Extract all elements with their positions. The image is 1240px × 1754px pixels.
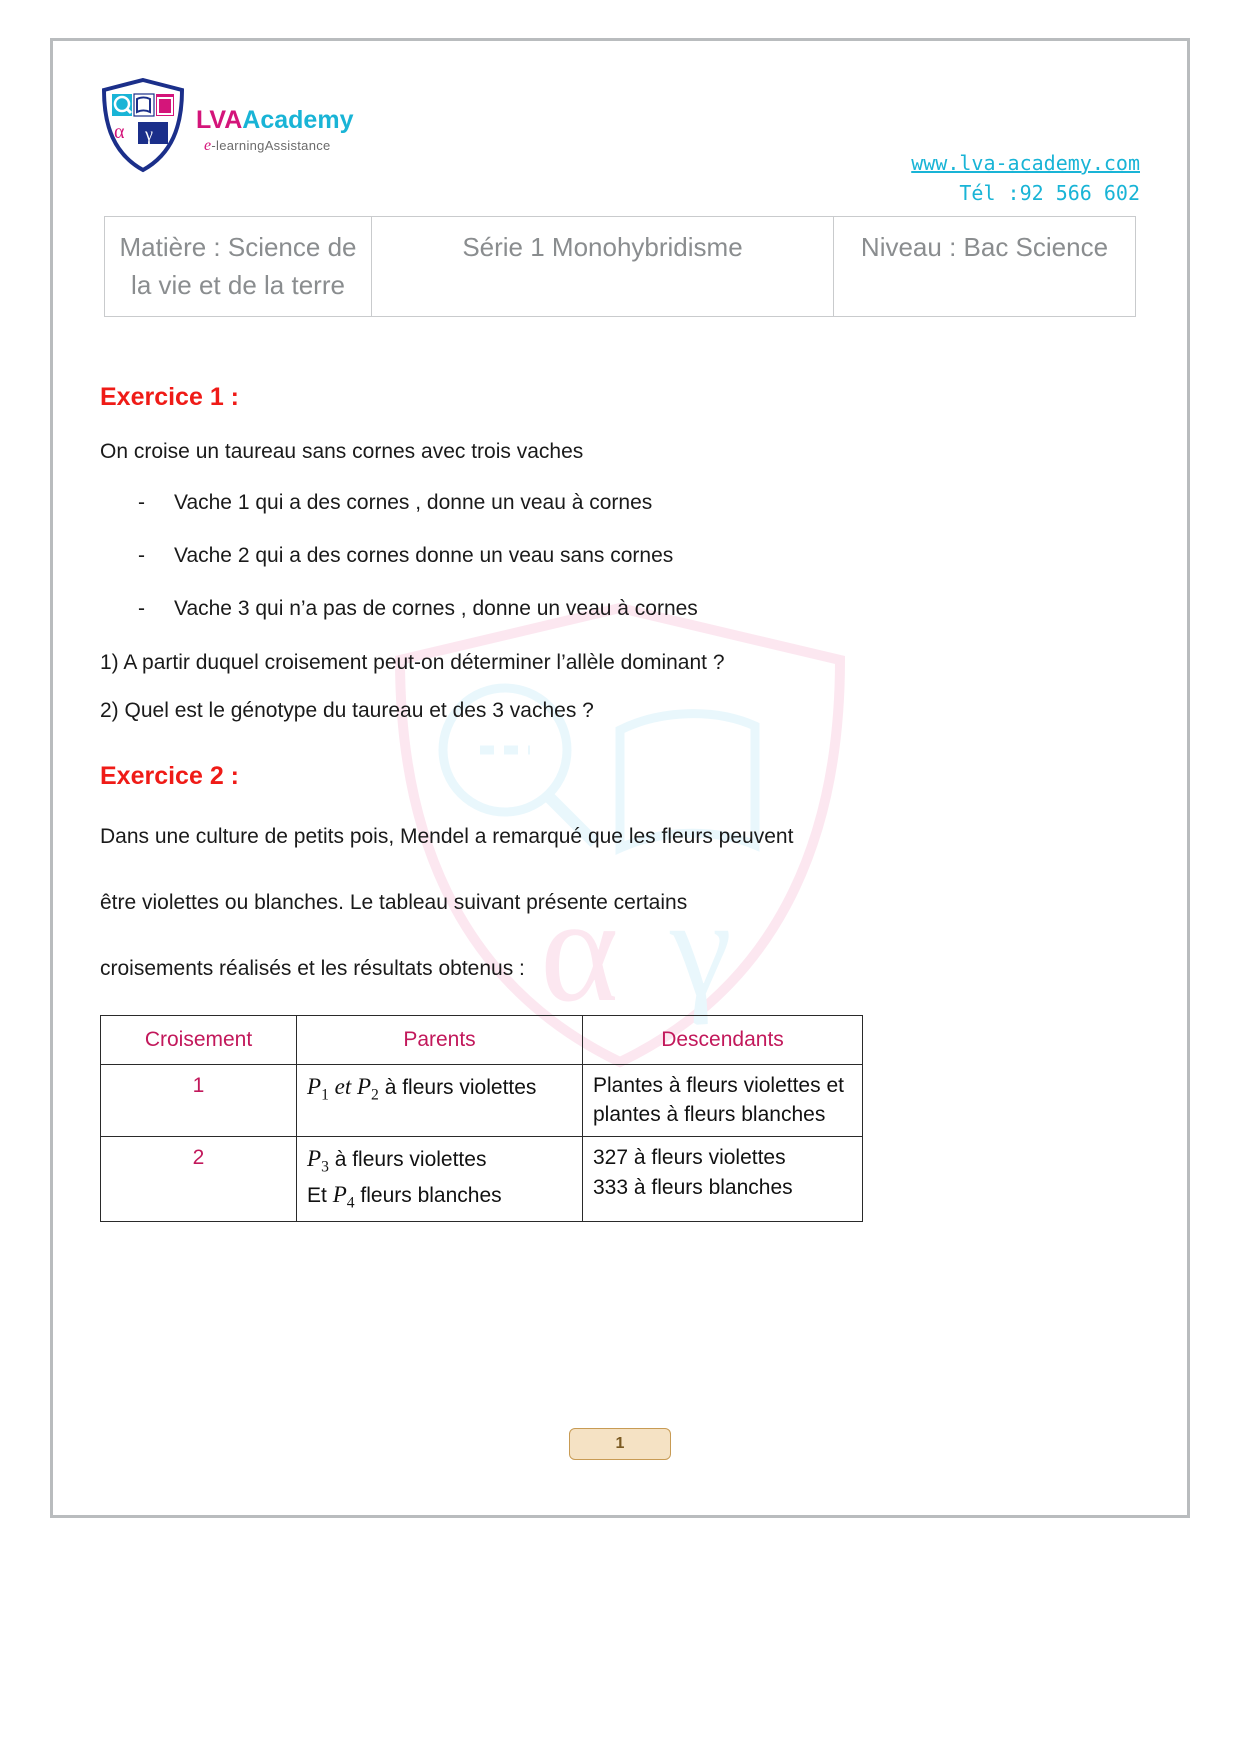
- table-row: [101, 1064, 863, 1137]
- cell-parents-2-text2: fleurs blanches: [354, 1183, 502, 1207]
- cell-parents-2: [297, 1137, 583, 1222]
- cell-parents-2-text: à fleurs violettes: [328, 1148, 487, 1172]
- parent-symbol-p2: $P_2$: [356, 1073, 379, 1104]
- phone-number: Tél :92 566 602: [959, 181, 1140, 205]
- exercise2-title: Exercice 2 :: [100, 762, 239, 791]
- parent-symbol-p1: $P_1$: [307, 1073, 329, 1104]
- brand-title-academy: Academy: [242, 106, 354, 134]
- list-item: - Vache 2 qui a des cornes donne un veau sans cornes: [100, 543, 1140, 569]
- document-body: [90, 383, 1150, 1221]
- list-item: - Vache 3 qui n’a pas de cornes , donne un veau à cornes: [100, 596, 1140, 622]
- table-row: [105, 217, 1136, 317]
- crossings-results-table: [100, 1015, 863, 1222]
- document-header: [90, 58, 1150, 205]
- cell-parents-1: [297, 1064, 583, 1137]
- exercise2-intro-line1: Dans une culture de petits pois, Mendel a remarqué que les fleurs peuvent: [100, 825, 794, 849]
- exercise1-bullet-list: [100, 490, 1140, 623]
- list-item: - Vache 1 qui a des cornes , donne un veau à cornes: [100, 490, 1140, 516]
- svg-text:α: α: [540, 867, 619, 1033]
- page-footer: [50, 1428, 1190, 1460]
- info-level: Niveau : Bac Science: [834, 217, 1136, 317]
- page-number-badge: 1: [569, 1428, 671, 1460]
- exercise2-intro-line2: être violettes ou blanches. Le tableau suivant présente certains: [100, 890, 688, 914]
- column-header-descendants: Descendants: [583, 1015, 863, 1064]
- cell-croisement-2: 2: [101, 1137, 297, 1222]
- cell-descendants-1: Plantes à fleurs violettes et plantes à fleurs blanches: [583, 1064, 863, 1137]
- table-header-row: [101, 1015, 863, 1064]
- cell-parents-2-line2: [307, 1179, 572, 1215]
- brand-title: [196, 108, 353, 133]
- svg-text:γ: γ: [145, 124, 153, 144]
- cell-descendants-2-line2: 333 à fleurs blanches: [593, 1175, 793, 1199]
- table-row: [101, 1137, 863, 1222]
- parent-symbol-p4: $P_4$: [332, 1181, 355, 1212]
- cell-descendants-2-line1: 327 à fleurs violettes: [593, 1146, 786, 1170]
- exercise1-question-1: 1) A partir duquel croisement peut-on déterminer l’allèle dominant ?: [100, 651, 725, 675]
- website-link[interactable]: [911, 148, 1140, 178]
- brand-logo: [100, 78, 353, 174]
- exercise1-title: Exercice 1 :: [100, 383, 239, 412]
- svg-text:α: α: [114, 121, 125, 143]
- brand-text: [196, 108, 353, 155]
- info-series: Série 1 Monohybridisme: [372, 217, 834, 317]
- brand-subtitle-rest: -learningAssistance: [211, 138, 331, 153]
- brand-subtitle-e: e: [204, 137, 212, 154]
- svg-text:γ: γ: [670, 871, 732, 1026]
- cell-parents-2-prefix: Et: [307, 1183, 333, 1207]
- exercise1-intro: On croise un taureau sans cornes avec trois vaches: [100, 440, 584, 464]
- column-header-parents: Parents: [297, 1015, 583, 1064]
- shield-logo-icon: [100, 78, 186, 174]
- cell-parents-1-text: à fleurs violettes: [378, 1075, 537, 1099]
- document-info-table: [104, 216, 1136, 317]
- document-page: [50, 38, 1190, 1518]
- parent-symbol-p3: $P_3$: [307, 1146, 329, 1176]
- contact-block: [911, 148, 1140, 208]
- exercise2-intro-line3: croisements réalisés et les résultats obtenus :: [100, 956, 525, 980]
- exercise1-question-2: 2) Quel est le génotype du taureau et des 3 vaches ?: [100, 698, 594, 722]
- cell-descendants-2: [583, 1137, 863, 1222]
- brand-title-lva: LVA: [196, 106, 243, 134]
- info-subject: Matière : Science de la vie et de la terre: [105, 217, 372, 317]
- brand-subtitle: [204, 137, 353, 155]
- website-url[interactable]: www.lva-academy.com: [911, 151, 1140, 175]
- cell-croisement-1: 1: [101, 1064, 297, 1137]
- cell-parents-2-line1: [307, 1143, 572, 1179]
- parents-conjunction: et: [328, 1073, 357, 1099]
- column-header-croisement: Croisement: [101, 1015, 297, 1064]
